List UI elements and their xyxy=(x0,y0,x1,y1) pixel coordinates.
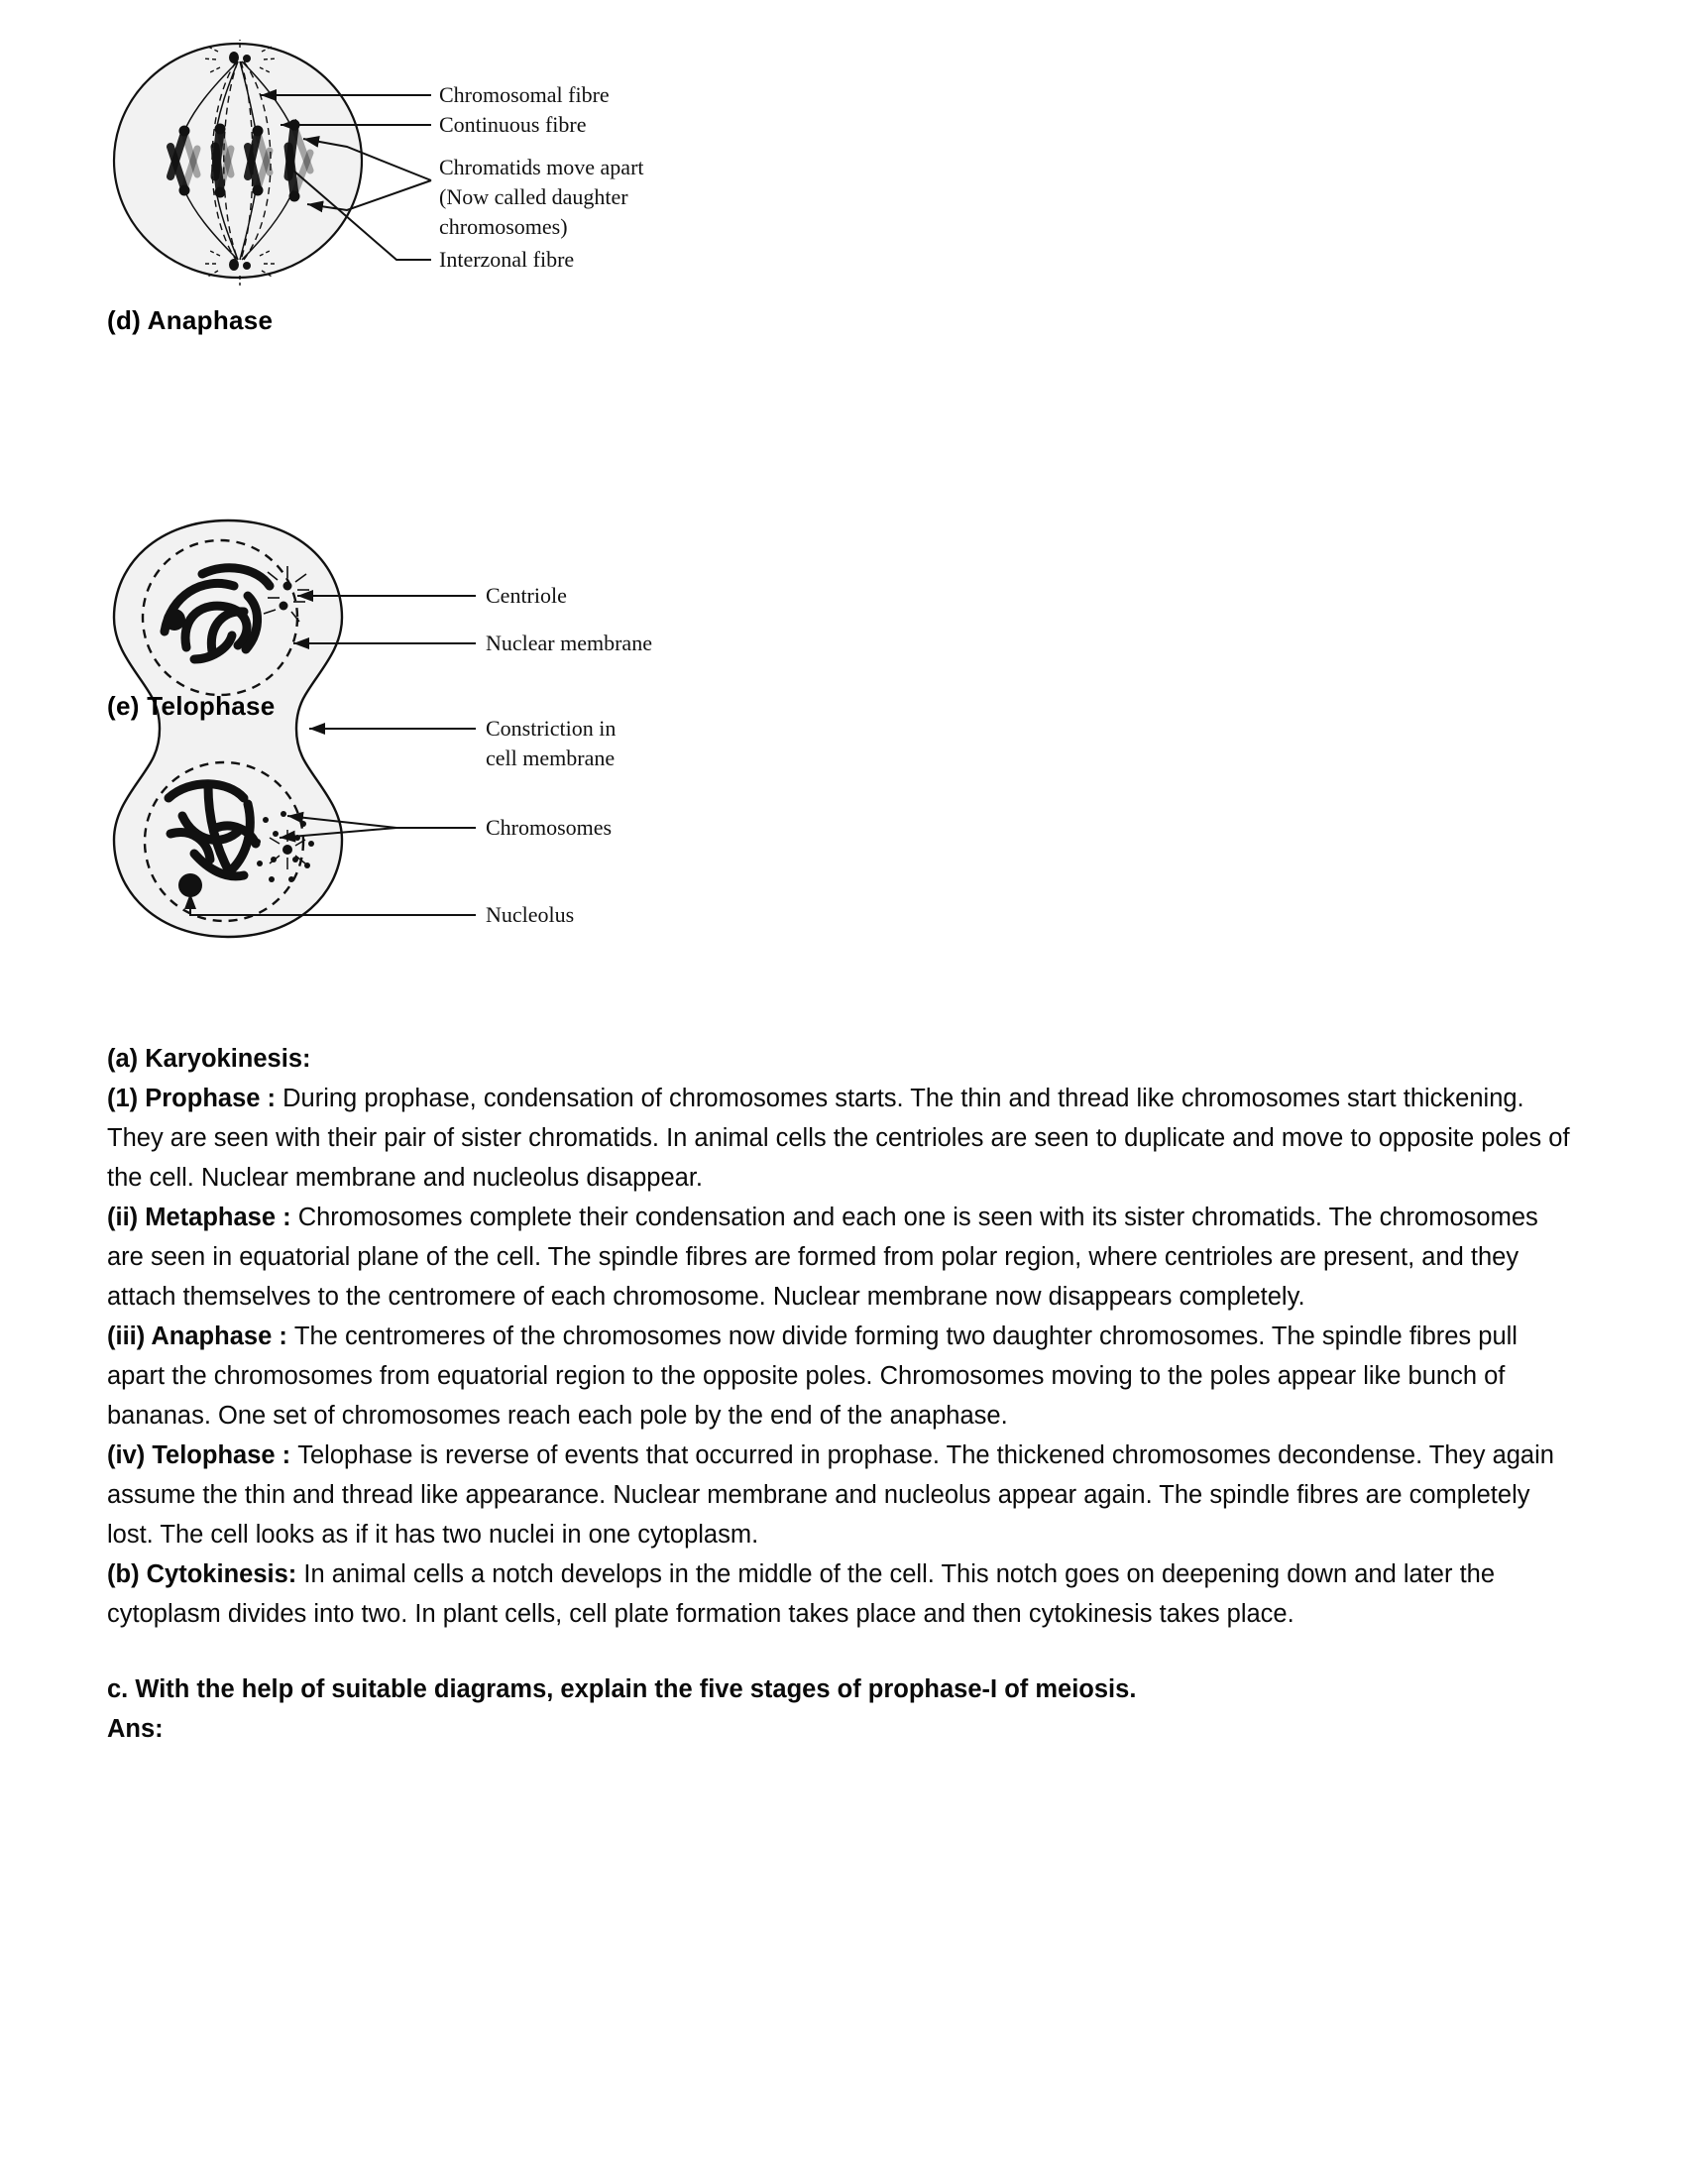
paragraph-spacer xyxy=(107,1634,1574,1669)
caption-telophase: (e) Telophase xyxy=(107,691,276,721)
prophase-label: (1) Prophase : xyxy=(107,1085,283,1112)
label-cell-membrane: cell membrane xyxy=(486,746,616,770)
caption-anaphase: (d) Anaphase xyxy=(107,305,274,335)
label-constriction-in: Constriction in xyxy=(486,716,617,741)
metaphase-text: Chromosomes complete their condensation and each one is seen with its sister chromatids. The chromosomes are seen in equatorial plane of the cell. The spindle fibres are formed from polar region, where centrioles are present, and they attach themselves to the centromere of each chromosome. Nuclear membrane now disappears completely. xyxy=(107,1204,1538,1311)
label-chromosomes: Chromosomes xyxy=(486,815,613,840)
telophase-text: Telophase is reverse of events that occurred in prophase. The thickened chromosomes decondense. They again assume the thin and thread like appearance. Nuclear membrane and nucleolus appear again. The spindle fibres are completely lost. The cell looks as if it has two nuclei in one cytoplasm. xyxy=(107,1441,1554,1549)
prophase-text: During prophase, condensation of chromosomes starts. The thin and thread like chromosomes start thickening. They are seen with their pair of sister chromatids. In animal cells the centrioles are seen to duplicate and move to opposite poles of the cell. Nuclear membrane and nucleolus disappear. xyxy=(107,1085,1570,1192)
telophase-diagram xyxy=(99,501,872,957)
label-chromosomal-fibre: Chromosomal fibre xyxy=(439,82,610,107)
anaphase-label: (iii) Anaphase : xyxy=(107,1322,294,1350)
answer-prompt: Ans: xyxy=(107,1715,164,1743)
cytokinesis-text: In animal cells a notch develops in the middle of the cell. This notch goes on deepening down and later the cytoplasm divides into two. In plant cells, cell plate formation takes place and then cytokinesis takes place. xyxy=(107,1560,1496,1628)
karyokinesis-heading-text: (a) Karyokinesis: xyxy=(107,1045,311,1073)
paragraph-prophase xyxy=(107,1079,1574,1198)
metaphase-label: (ii) Metaphase : xyxy=(107,1204,298,1231)
karyokinesis-heading xyxy=(107,1039,1574,1079)
anaphase-text: The centromeres of the chromosomes now divide forming two daughter chromosomes. The spindle fibres pull apart the chromosomes from equatorial region to the opposite poles. Chromosomes moving to the poles appear like bunch of bananas. One set of chromosomes reach each pole by the end of the anaphase. xyxy=(107,1322,1518,1430)
paragraph-telophase xyxy=(107,1436,1574,1554)
figure-anaphase xyxy=(99,40,872,307)
label-nuclear-membrane: Nuclear membrane xyxy=(486,631,652,655)
cell-membrane-outline xyxy=(114,44,362,278)
paragraph-metaphase xyxy=(107,1198,1574,1317)
label-centriole: Centriole xyxy=(486,583,567,608)
label-interzonal-fibre: Interzonal fibre xyxy=(439,247,575,272)
telophase-label: (iv) Telophase : xyxy=(107,1441,298,1469)
nucleolus-upper xyxy=(164,609,185,631)
anaphase-diagram xyxy=(99,40,872,307)
label-continuous-fibre: Continuous fibre xyxy=(439,112,587,137)
label-chromatids-move-apart: Chromatids move apart xyxy=(439,155,644,179)
answer-body xyxy=(107,1039,1574,1749)
label-now-called-daughter: (Now called daughter xyxy=(439,184,628,209)
question-c: c. With the help of suitable diagrams, explain the five stages of prophase-I of meiosis. xyxy=(107,1675,1137,1703)
cytokinesis-label: (b) Cytokinesis: xyxy=(107,1560,304,1588)
paragraph-anaphase xyxy=(107,1317,1574,1436)
label-nucleolus: Nucleolus xyxy=(486,902,575,927)
label-chromosomes-paren: chromosomes) xyxy=(439,214,568,239)
paragraph-cytokinesis xyxy=(107,1554,1574,1634)
